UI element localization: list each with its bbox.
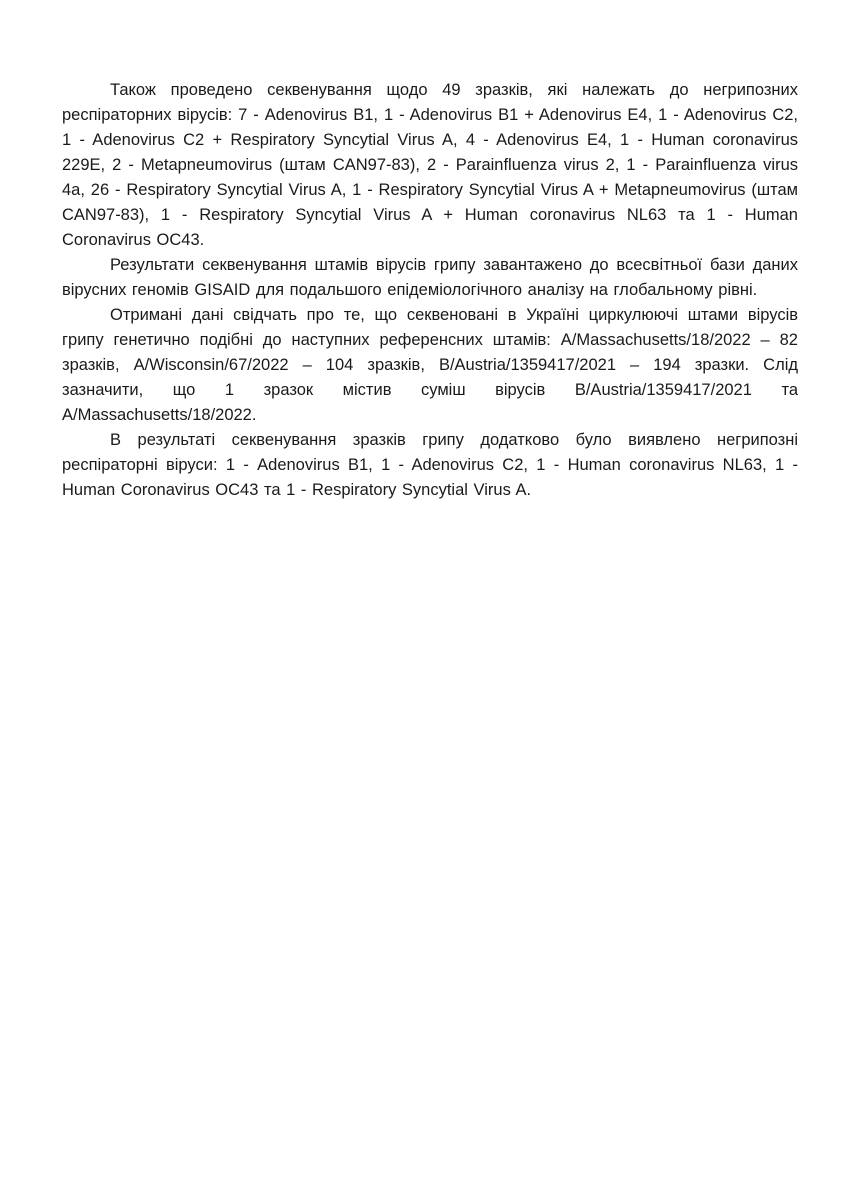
paragraph-reference-strains: Отримані дані свідчать про те, що секвеновані в Україні циркулюючі штами вірусів грипу генетично подібні до наступних референсних штамів: A/Massachusetts/18/2022 – 82 зразків, A/Wisconsin/67/2022 – 104 зразків, B/Austria/1359417/2021 – 194 зразки. Слід зазначити, що 1 зразок містив суміш вірусів B/Austria/1359417/2021 та A/Massachusetts/18/2022. bbox=[62, 306, 798, 424]
paragraph-sequencing-non-influenza-samples: Також проведено секвенування щодо 49 зразків, які належать до негрипозних респіраторних вірусів: 7 - Adenovirus B1, 1 - Adenovirus B1 + Adenovirus E4, 1 - Adenovirus C2, 1 - Adenovirus C2 + Respiratory Syncytial Virus A, 4 - Adenovirus E4, 1 - Human coronavirus 229E, 2 - Metapneumovirus (штам CAN97-83), 2 - Parainfluenza virus 2, 1 - Parainfluenza virus 4a, 26 - Respiratory Syncytial Virus A, 1 - Respiratory Syncytial Virus A + Metapneumovirus (штам CAN97-83), 1 - Respiratory Syncytial Virus A + Human coronavirus NL63 та 1 - Human Coronavirus OC43. bbox=[62, 81, 798, 249]
paragraph-additional-non-influenza-viruses: В результаті секвенування зразків грипу додатково було виявлено негрипозні респіраторні віруси: 1 - Adenovirus B1, 1 - Adenovirus C2, 1 - Human coronavirus NL63, 1 - Human Coronavirus OC43 та 1 - Respiratory Syncytial Virus A. bbox=[62, 431, 798, 499]
paragraph-gisaid-upload: Результати секвенування штамів вірусів грипу завантажено до всесвітньої бази даних вірусних геномів GISAID для подальшого епідеміологічного аналізу на глобальному рівні. bbox=[62, 256, 798, 299]
text-block bbox=[62, 78, 798, 503]
